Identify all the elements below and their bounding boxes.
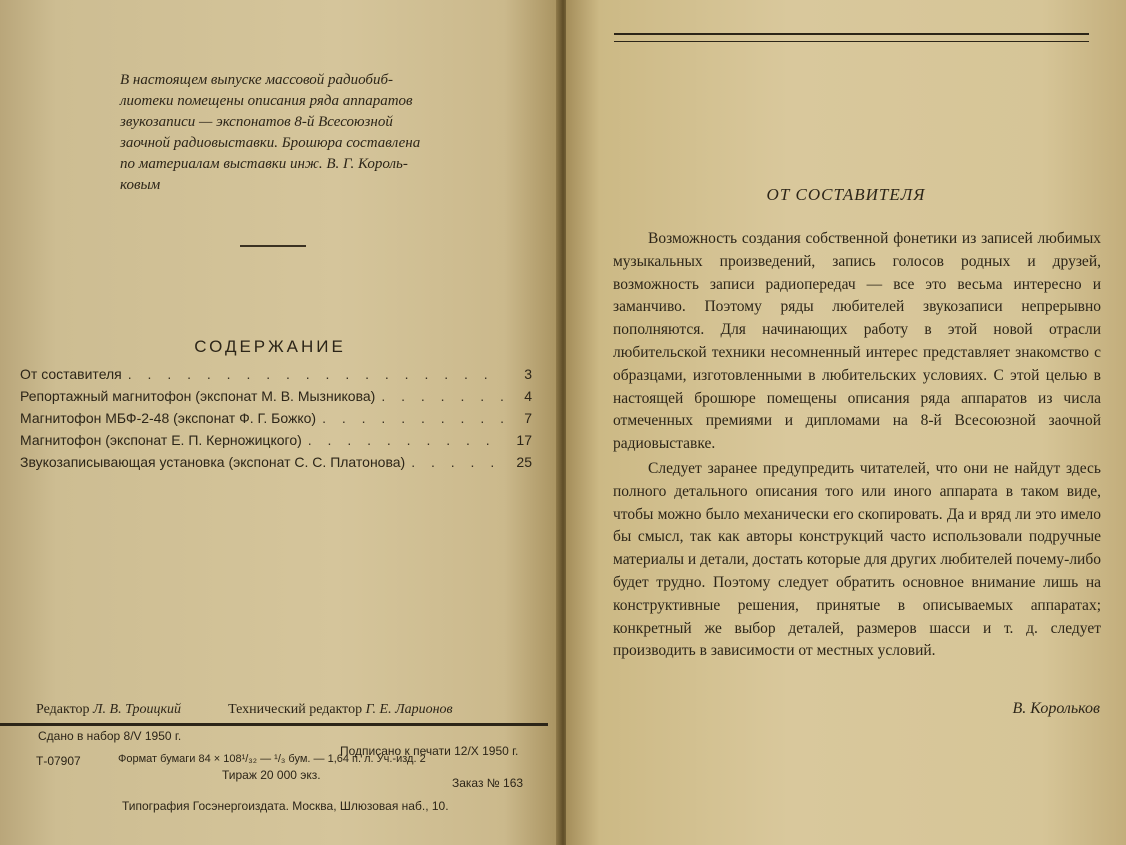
paragraph: Возможность создания собственной фонетики из записей любимых музыкальных произведений, запись голосов родных и друзей, возможность записи радиопередач — все это весьма интересно и заманчиво. Поэтому ряды любителей звукозаписи непрерывно пополняются. Для начинающих работу в этой новой отрасли любительской техники несомненный интерес представляет знакомство с образцами, изготовленными в любительских условиях. С этой целью в настоящей брошюре помещены описания ряда аппаратов из числа отмеченных премиями и дипломами на 8-й Всесоюзной заочной радиовыставке. [613,230,1101,453]
intro-note [120,70,460,196]
signature: В. Корольков [1012,700,1100,717]
contents-heading: СОДЕРЖАНИЕ [194,337,346,356]
toc-row [20,366,532,388]
sent-to-set: Сдано в набор 8/V 1950 г. [38,729,182,743]
toc-page: 4 [524,388,532,404]
divider [240,245,306,247]
left-page [0,0,560,845]
toc-row [20,388,532,410]
section-title: ОТ СОСТАВИТЕЛЯ [766,185,926,204]
imprint-rule [0,723,548,726]
intro-line: лиотеки помещены описания ряда аппаратов [120,93,413,109]
toc-leader [308,432,504,448]
editor-label: Редактор [36,702,90,717]
order-number: Заказ № 163 [452,776,524,790]
toc-row [20,432,532,454]
editors-line [36,702,453,718]
toc-page: 25 [516,454,532,470]
toc-row [20,410,532,432]
toc-title: Магнитофон МБФ-2-48 (экспонат Ф. Г. Божко) [20,410,317,426]
tech-editor-name: Г. Е. Ларионов [365,702,453,717]
editor-name: Л. В. Троицкий [93,702,182,717]
intro-line: по материалам выставки инж. В. Г. Король- [120,156,408,172]
printing-house: Типография Госэнергоиздата. Москва, Шлюзовая наб., 10. [122,799,449,813]
header-rule [614,33,1089,42]
toc-title: Магнитофон (экспонат Е. П. Керножицкого) [20,432,302,448]
intro-line: В настоящем выпуске массовой радиобиб- [120,72,394,88]
toc-leader [411,454,504,470]
toc-title: Звукозаписывающая установка (экспонат С. С. Платонова) [20,454,406,470]
preface-text [613,228,1101,665]
imprint-code: Т-07907 [36,754,81,768]
signed-to-print: Подписано к печати 12/X 1950 г. [340,744,519,758]
toc-row [20,454,532,476]
print-run: Тираж 20 000 экз. [222,768,321,782]
toc-page: 7 [524,410,532,426]
toc-leader [381,388,504,404]
toc-page: 3 [524,366,532,382]
intro-line: ковым [120,177,161,193]
toc-title: От составителя [20,366,122,382]
right-page [566,0,1126,845]
toc-title: Репортажный магнитофон (экспонат М. В. Мызникова) [20,388,376,404]
toc-leader [128,366,504,382]
toc-page: 17 [516,432,532,448]
intro-line: звукозаписи — экспонатов 8-й Всесоюзной [120,114,393,130]
paper-format: Формат бумаги 84 × 108¹/₃₂ — ¹/₃ бум. — 1,64 п. л. Уч.-изд. 2 [118,753,426,765]
toc-leader [322,410,504,426]
intro-line: заочной радиовыставки. Брошюра составлена [120,135,421,151]
tech-editor-label: Технический редактор [228,702,363,717]
table-of-contents [20,366,532,476]
paragraph: Следует заранее предупредить читателей, что они не найдут здесь полного детального описания того или иного аппарата в таком виде, чтобы можно было механически его скопировать. Да и вряд ли это имело бы смысл, так как авторы конструкций часто использовали подручные материалы и детали, достать которые для других любителей почему-либо будет трудно. Поэтому следует обратить основное внимание лишь на конструктивные решения, принятые в описываемых аппаратах; конкретный же выбор деталей, размеров шасси и т. д. следует производить в зависимости от местных условий. [613,459,1101,660]
